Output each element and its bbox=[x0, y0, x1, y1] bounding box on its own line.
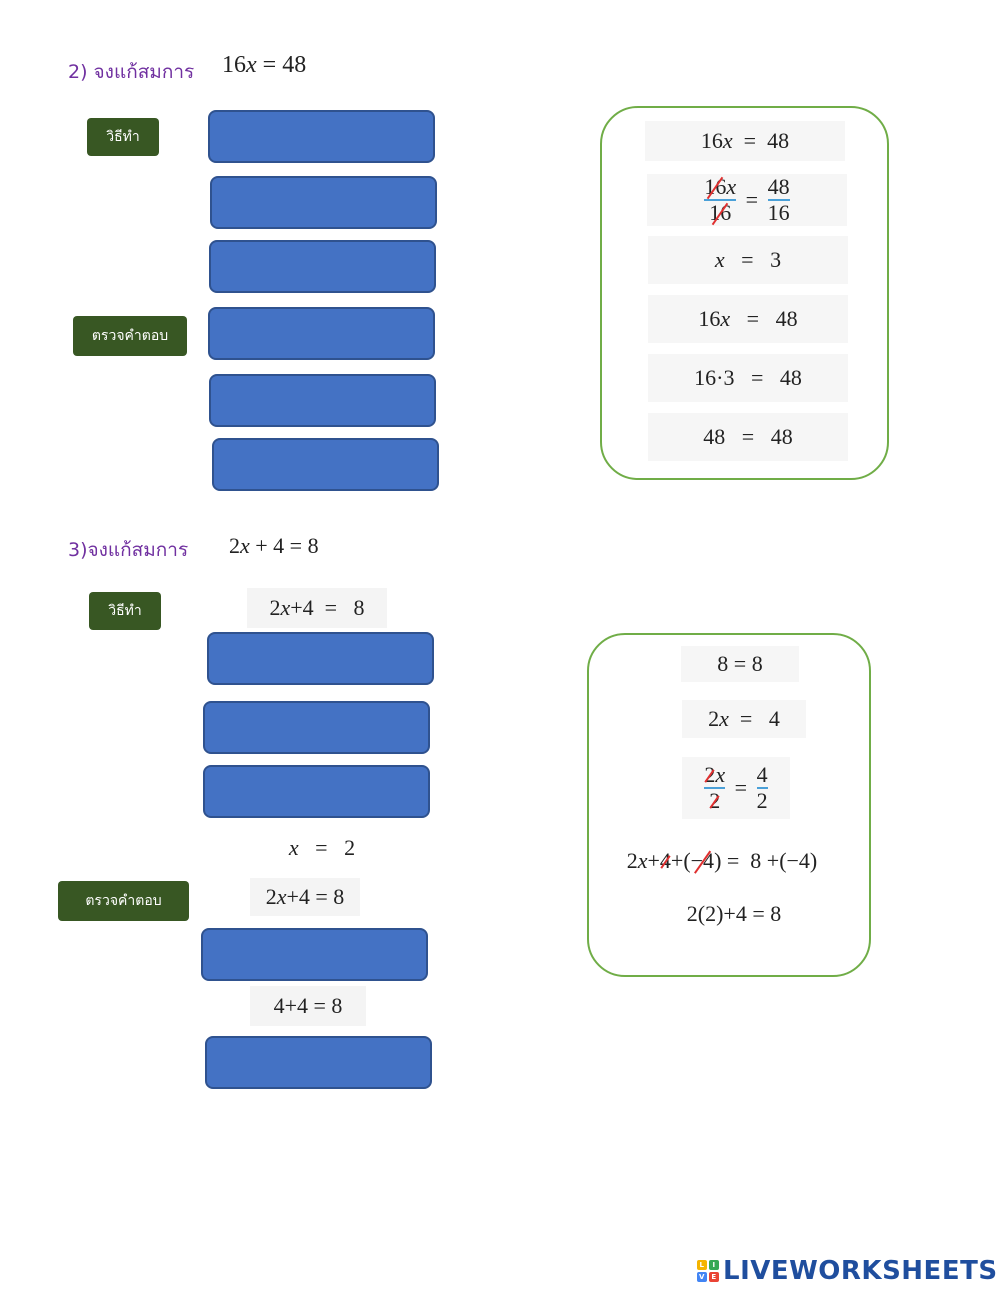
q2-tile-2[interactable]: $\frac{16x}{16}$ = $\frac{48}{16}$ bbox=[647, 174, 847, 226]
q3-title: 3)จงแก้สมการ bbox=[68, 539, 189, 561]
q2-tile-6[interactable]: 48 = 48 bbox=[648, 413, 848, 461]
q2-drop-slot-1[interactable] bbox=[208, 110, 435, 163]
q2-drop-slot-5[interactable] bbox=[209, 374, 436, 427]
q3-tile-5[interactable]: 2(2)+4 = 8 bbox=[674, 895, 794, 933]
q2-tile-1[interactable]: 16 x = 48 bbox=[645, 121, 845, 161]
q3-drop-slot-4[interactable] bbox=[201, 928, 428, 981]
q2-tile-3[interactable]: x = 3 bbox=[648, 236, 848, 284]
q3-given-x: x = 2 bbox=[272, 828, 372, 868]
q2-drop-slot-4[interactable] bbox=[208, 307, 435, 360]
q2-title: 2) จงแก้สมการ bbox=[68, 61, 195, 83]
q2-check-button[interactable]: ตรวจคำตอบ bbox=[73, 316, 187, 356]
q2-tile-5[interactable]: 16·3 = 48 bbox=[648, 354, 848, 402]
q3-tile-3[interactable]: $\frac{2x}{2}$ = $\frac{4}{2}$ bbox=[682, 757, 790, 819]
q2-drop-slot-6[interactable] bbox=[212, 438, 439, 491]
q3-given-step-1: 2 x +4 = 8 bbox=[247, 588, 387, 628]
q2-tile-4[interactable]: 16 x = 48 bbox=[648, 295, 848, 343]
q2-drop-slot-2[interactable] bbox=[210, 176, 437, 229]
q3-drop-slot-1[interactable] bbox=[207, 632, 434, 685]
logo-mark-icon: L I V E bbox=[697, 1260, 719, 1282]
q3-check-button[interactable]: ตรวจคำตอบ bbox=[58, 881, 189, 921]
q2-equation: 16x = 48 bbox=[222, 52, 307, 78]
q3-given-check-2: 4+4 = 8 bbox=[250, 986, 366, 1026]
q2-method-button[interactable]: วิธีทำ bbox=[87, 118, 159, 156]
liveworksheets-logo bbox=[697, 1256, 998, 1286]
q3-given-check-1: 2 x +4 = 8 bbox=[250, 878, 360, 916]
q3-drop-slot-5[interactable] bbox=[205, 1036, 432, 1089]
q3-equation: 2x + 4 = 8 bbox=[229, 533, 319, 558]
q3-method-button[interactable]: วิธีทำ bbox=[89, 592, 161, 630]
q3-tile-4[interactable]: 2 x + 4 +( −4 ) = 8 +(−4) bbox=[596, 840, 848, 882]
q2-drop-slot-3[interactable] bbox=[209, 240, 436, 293]
q3-tile-2[interactable]: 2 x = 4 bbox=[682, 700, 806, 738]
q3-tile-1[interactable]: 8 = 8 bbox=[681, 646, 799, 682]
q3-drop-slot-2[interactable] bbox=[203, 701, 430, 754]
q3-drop-slot-3[interactable] bbox=[203, 765, 430, 818]
logo-text: LIVEWORKSHEETS bbox=[723, 1256, 998, 1286]
